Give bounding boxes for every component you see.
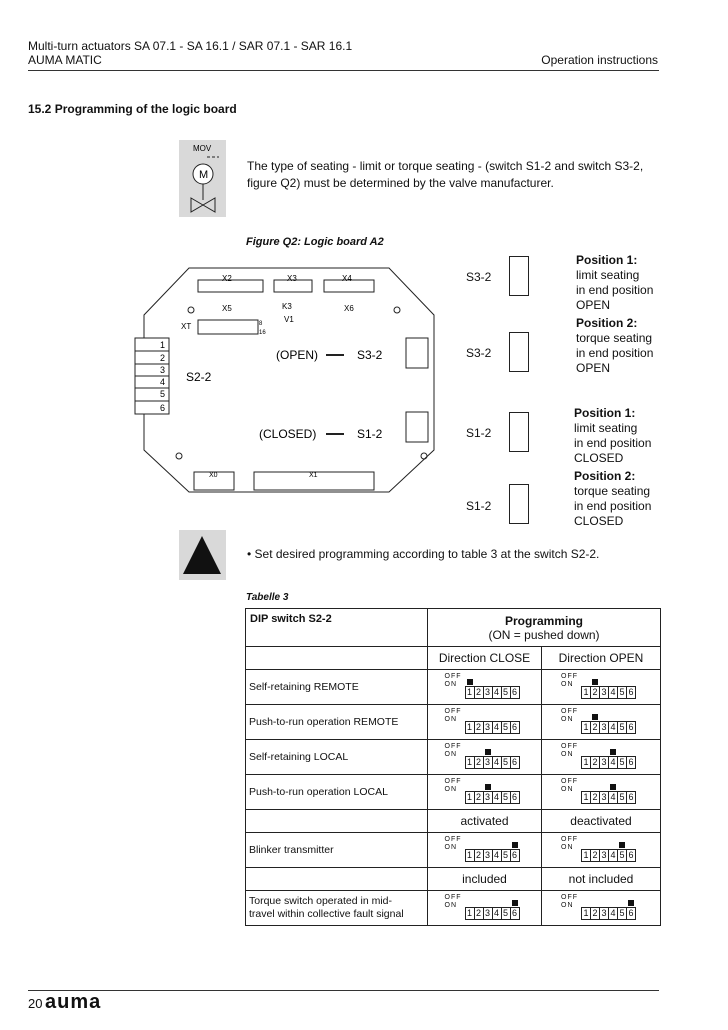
- off-label: OFF: [561, 708, 578, 715]
- intro-line-1: The type of seating - limit or torque seating - (switch S1-2 and switch S3-2,: [247, 159, 644, 173]
- off-on-label: [445, 743, 462, 759]
- dip-switch: [445, 835, 525, 865]
- table-row: [246, 705, 661, 740]
- dip-position: 1: [465, 721, 475, 734]
- logic-board-diagram: [134, 260, 444, 500]
- off-on-label: [561, 778, 578, 794]
- doc-subtitle: AUMA MATIC: [28, 53, 102, 67]
- position-line: CLOSED: [574, 451, 624, 465]
- dip-position: 2: [475, 907, 484, 920]
- close-cell: [428, 740, 542, 775]
- dip-position: 6: [511, 791, 520, 804]
- open-cell: [542, 705, 661, 740]
- mov-valve-icon: [179, 140, 226, 217]
- off-on-label: [445, 778, 462, 794]
- dip-switch: [445, 742, 525, 772]
- on-label: ON: [561, 681, 574, 688]
- doc-type: Operation instructions: [541, 53, 658, 67]
- programming-table: [245, 608, 661, 926]
- close-cell: [428, 891, 542, 926]
- dip-position: 3: [600, 849, 609, 862]
- off-on-label: [445, 894, 462, 910]
- on-label: ON: [561, 786, 574, 793]
- off-label: OFF: [444, 836, 462, 843]
- switch-label: S3-2: [466, 270, 492, 284]
- dip-knob-on: [485, 749, 491, 755]
- doc-title: Multi-turn actuators SA 07.1 - SA 16.1 / SAR 07.1 - SAR 16.1: [28, 39, 353, 53]
- off-on-label: [445, 673, 462, 689]
- dip-switch: [561, 835, 641, 865]
- dip-position: 1: [581, 907, 591, 920]
- dip-position: 6: [511, 686, 520, 699]
- on-label: ON: [561, 751, 574, 758]
- dip-position: 5: [618, 686, 627, 699]
- closed-label: (CLOSED): [259, 427, 317, 441]
- esd-warning-icon: [179, 530, 226, 580]
- sub-heading-row: [246, 810, 661, 833]
- s2-num: 4: [160, 377, 166, 387]
- off-label: OFF: [561, 673, 578, 680]
- pin8-label: 8: [259, 321, 263, 327]
- dip-position: 6: [627, 907, 636, 920]
- dip-position: 6: [627, 791, 636, 804]
- off-label: OFF: [561, 894, 578, 901]
- x0-label: X0: [209, 472, 218, 479]
- off-label: OFF: [444, 778, 462, 785]
- off-on-label: [561, 743, 578, 759]
- open-cell: [542, 833, 661, 868]
- row-label: [246, 833, 428, 868]
- label-text: Push-to-run operation REMOTE: [249, 715, 399, 728]
- dip-position: 4: [609, 791, 618, 804]
- dip-position: 3: [600, 756, 609, 769]
- on-label: ON: [444, 681, 457, 688]
- row-label: [246, 705, 428, 740]
- position-line: in end position: [574, 499, 652, 513]
- off-on-label: [445, 836, 462, 852]
- switch-label: S1-2: [466, 499, 492, 513]
- position-title: Position 1:: [576, 253, 638, 267]
- dip-position: 4: [493, 907, 502, 920]
- dip-position: 3: [600, 721, 609, 734]
- sub-heading: not included: [542, 868, 661, 891]
- close-cell: [428, 775, 542, 810]
- position-line: torque seating: [576, 331, 653, 345]
- position-line: limit seating: [574, 421, 638, 435]
- dip-knob-on: [485, 784, 491, 790]
- s2-num: 2: [160, 353, 166, 363]
- close-cell: [428, 705, 542, 740]
- dip-knob-on: [610, 749, 616, 755]
- dip-position: 2: [591, 756, 600, 769]
- dip-position: 1: [581, 791, 591, 804]
- mov-label: MOV: [193, 144, 212, 153]
- dip-position: 1: [465, 849, 475, 862]
- on-label: ON: [444, 786, 457, 793]
- dip-position: 2: [591, 686, 600, 699]
- dip-knob-on: [512, 842, 518, 848]
- dip-position: 6: [511, 721, 520, 734]
- open-label: (OPEN): [276, 348, 318, 362]
- dip-knob-on: [610, 784, 616, 790]
- position-line: OPEN: [576, 298, 611, 312]
- dip-position: 6: [627, 721, 636, 734]
- empty-cell: [246, 868, 428, 891]
- dip-position: 6: [511, 756, 520, 769]
- switch-graphic: [509, 332, 529, 372]
- dip-position: 2: [475, 721, 484, 734]
- open-cell: [542, 775, 661, 810]
- switch-graphic: [509, 256, 529, 296]
- switch-graphic: [509, 484, 529, 524]
- off-label: OFF: [561, 836, 578, 843]
- dip-position: 5: [502, 791, 511, 804]
- dip-position: 6: [511, 849, 520, 862]
- on-label: ON: [444, 902, 457, 909]
- dip-knob-on: [628, 900, 634, 906]
- dip-position: 5: [502, 907, 511, 920]
- on-label: ON: [561, 844, 574, 851]
- dip-position: 4: [493, 686, 502, 699]
- dip-position: 3: [600, 907, 609, 920]
- dip-position: 6: [627, 686, 636, 699]
- dip-position: 5: [618, 756, 627, 769]
- s1-2-board-label: S1-2: [357, 427, 383, 441]
- open-cell: [542, 740, 661, 775]
- dir-close-heading: Direction CLOSE: [428, 647, 542, 670]
- position-line: torque seating: [574, 484, 651, 498]
- switch-graphic: [509, 412, 529, 452]
- esd-note: • Set desired programming according to table 3 at the switch S2-2.: [247, 547, 600, 561]
- off-label: OFF: [561, 778, 578, 785]
- footer-rule: [28, 990, 659, 991]
- dip-position: 2: [475, 849, 484, 862]
- dip-position: 2: [475, 756, 484, 769]
- dip-switch: [561, 707, 641, 737]
- header-rule: [28, 70, 659, 71]
- dip-position: 1: [465, 686, 475, 699]
- dip-knob-on: [592, 679, 598, 685]
- position-legend: [574, 469, 651, 529]
- s2-num: 6: [160, 403, 166, 413]
- off-on-label: [561, 708, 578, 724]
- off-label: OFF: [561, 743, 578, 750]
- dip-position: 4: [609, 849, 618, 862]
- dip-position: 3: [484, 686, 493, 699]
- col-programming: [428, 609, 661, 647]
- x3-label: X3: [287, 274, 297, 283]
- dip-position: 5: [618, 907, 627, 920]
- xt-label: XT: [181, 322, 192, 331]
- on-label: ON: [444, 844, 457, 851]
- on-note: (ON = pushed down): [488, 627, 600, 642]
- x1-label: X1: [309, 472, 318, 479]
- dip-position: 5: [618, 849, 627, 862]
- switch-label: S3-2: [466, 346, 492, 360]
- programming-heading: Programming: [504, 613, 583, 628]
- position-legend: [576, 253, 653, 313]
- dip-switch: [561, 777, 641, 807]
- open-cell: [542, 670, 661, 705]
- intro-line-2: figure Q2) must be determined by the valve manufacturer.: [247, 176, 554, 190]
- row-label: [246, 670, 428, 705]
- on-label: ON: [561, 902, 574, 909]
- dip-position: 4: [493, 756, 502, 769]
- sub-heading-row: [246, 868, 661, 891]
- dip-position: 4: [609, 907, 618, 920]
- dip-position: 5: [502, 756, 511, 769]
- dip-switch: [445, 777, 525, 807]
- s2-num: 3: [160, 365, 166, 375]
- s3-2-board-label: S3-2: [357, 348, 383, 362]
- dip-switch: [561, 893, 641, 923]
- x6-label: X6: [344, 304, 354, 313]
- position-legend: [576, 316, 653, 376]
- dip-position: 2: [591, 791, 600, 804]
- s2-num: 5: [160, 389, 166, 399]
- sub-heading: activated: [428, 810, 542, 833]
- table-row: [246, 891, 661, 926]
- dir-open-heading: Direction OPEN: [542, 647, 661, 670]
- position-line: CLOSED: [574, 514, 624, 528]
- label-text: Push-to-run operation LOCAL: [249, 785, 388, 798]
- page-number: 20: [28, 996, 43, 1011]
- label-text: Torque switch operated in mid-: [249, 895, 392, 907]
- close-cell: [428, 670, 542, 705]
- dip-position: 3: [484, 907, 493, 920]
- dip-position: 2: [591, 907, 600, 920]
- dip-position: 1: [581, 756, 591, 769]
- off-label: OFF: [444, 708, 462, 715]
- dip-position: 6: [511, 907, 520, 920]
- open-cell: [542, 891, 661, 926]
- section-title: 15.2 Programming of the logic board: [28, 102, 237, 116]
- off-label: OFF: [444, 743, 462, 750]
- dip-position: 5: [502, 686, 511, 699]
- dip-position: 6: [627, 756, 636, 769]
- auma-logo: auma: [45, 991, 102, 1013]
- dip-knob-on: [619, 842, 625, 848]
- dip-position: 1: [465, 907, 475, 920]
- position-line: in end position: [574, 436, 652, 450]
- row-label: [246, 775, 428, 810]
- position-line: limit seating: [576, 268, 640, 282]
- k3-label: K3: [282, 302, 292, 311]
- dip-position: 2: [475, 686, 484, 699]
- label-text: Blinker transmitter: [249, 843, 334, 856]
- empty-cell: [246, 647, 428, 670]
- dip-position: 2: [591, 849, 600, 862]
- sub-heading: deactivated: [542, 810, 661, 833]
- on-label: ON: [444, 716, 457, 723]
- dip-position: 1: [581, 686, 591, 699]
- dip-position: 1: [465, 756, 475, 769]
- dip-position: 2: [591, 721, 600, 734]
- x2-label: X2: [222, 274, 232, 283]
- off-on-label: [561, 894, 578, 910]
- label-text: Self-retaining LOCAL: [249, 750, 349, 763]
- v1-label: V1: [284, 315, 294, 324]
- row-label: [246, 891, 428, 926]
- dip-position: 3: [484, 791, 493, 804]
- dip-knob-on: [467, 679, 473, 685]
- label-text: Self-retaining REMOTE: [249, 680, 359, 693]
- dip-knob-on: [592, 714, 598, 720]
- close-cell: [428, 833, 542, 868]
- label-text: travel within collective fault signal: [249, 908, 404, 920]
- dip-position: 1: [465, 791, 475, 804]
- on-label: ON: [561, 716, 574, 723]
- s2-2-label: S2-2: [186, 370, 212, 384]
- dip-position: 4: [493, 849, 502, 862]
- dip-switch: [445, 672, 525, 702]
- dip-switch: [445, 707, 525, 737]
- dip-position: 1: [581, 849, 591, 862]
- dip-position: 4: [609, 721, 618, 734]
- dip-position: 4: [493, 721, 502, 734]
- off-label: OFF: [444, 673, 462, 680]
- off-on-label: [561, 836, 578, 852]
- dip-position: 3: [484, 756, 493, 769]
- dip-position: 5: [618, 721, 627, 734]
- intro-text: [247, 158, 643, 192]
- on-label: ON: [444, 751, 457, 758]
- off-label: OFF: [444, 894, 462, 901]
- dip-position: 3: [484, 721, 493, 734]
- row-label: [246, 740, 428, 775]
- x5-label: X5: [222, 304, 232, 313]
- dip-knob-on: [512, 900, 518, 906]
- table-caption: Tabelle 3: [246, 592, 289, 603]
- pin16-label: 16: [259, 330, 266, 336]
- dip-position: 3: [600, 791, 609, 804]
- motor-label: M: [199, 169, 209, 181]
- x4-label: X4: [342, 274, 352, 283]
- dip-position: 4: [609, 756, 618, 769]
- dip-position: 5: [502, 849, 511, 862]
- table-row: [246, 775, 661, 810]
- dip-position: 3: [484, 849, 493, 862]
- position-title: Position 2:: [574, 469, 636, 483]
- dip-position: 5: [618, 791, 627, 804]
- position-title: Position 2:: [576, 316, 638, 330]
- switch-label: S1-2: [466, 426, 492, 440]
- position-legend: [574, 406, 651, 466]
- dip-switch: [561, 742, 641, 772]
- table-row: [246, 740, 661, 775]
- dip-position: 2: [475, 791, 484, 804]
- dip-switch: [445, 893, 525, 923]
- figure-caption: Figure Q2: Logic board A2: [246, 236, 384, 248]
- position-line: in end position: [576, 283, 654, 297]
- table-row: [246, 670, 661, 705]
- dip-position: 4: [493, 791, 502, 804]
- off-on-label: [561, 673, 578, 689]
- position-line: in end position: [576, 346, 654, 360]
- dip-position: 1: [581, 721, 591, 734]
- dip-switch: [561, 672, 641, 702]
- dip-position: 6: [627, 849, 636, 862]
- table-row: [246, 833, 661, 868]
- dip-position: 4: [609, 686, 618, 699]
- dip-position: 3: [600, 686, 609, 699]
- col-dip-switch: DIP switch S2-2: [246, 609, 428, 647]
- sub-heading: included: [428, 868, 542, 891]
- s2-num: 1: [160, 340, 166, 350]
- empty-cell: [246, 810, 428, 833]
- dip-position: 5: [502, 721, 511, 734]
- position-title: Position 1:: [574, 406, 636, 420]
- off-on-label: [445, 708, 462, 724]
- position-line: OPEN: [576, 361, 611, 375]
